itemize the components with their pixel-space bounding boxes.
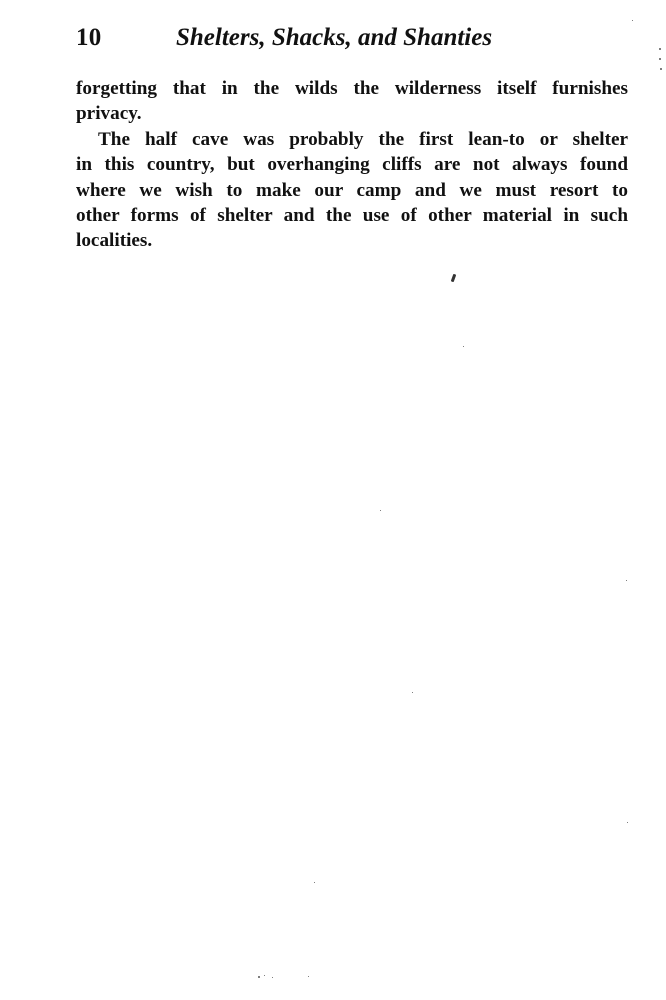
scan-speck [258,976,260,978]
scan-speck [627,822,628,823]
text-line: The half cave was probably the first lean-to or shelter [98,128,628,150]
text-line: other forms of shelter and the use of other material in such [76,205,628,227]
scan-speck [463,346,464,347]
scan-speck [660,68,662,70]
scan-speck [308,976,309,977]
text-line: in this country, but overhanging cliffs are not always found [76,154,628,176]
scan-speck [380,510,381,511]
scan-speck [272,977,273,978]
body-text [76,76,628,254]
text-line: forgetting that in the wilds the wilderness itself furnishes [76,78,628,99]
scan-speck [264,975,265,976]
page-number: 10 [76,24,102,51]
scan-speck [659,48,661,50]
running-head [76,20,636,56]
scan-speck [626,580,627,581]
scan-speck [451,274,457,283]
scan-speck [659,58,661,60]
scan-speck [412,692,413,693]
scan-speck [632,20,633,21]
text-line: privacy. [76,103,142,125]
running-title: Shelters, Shacks, and Shanties [176,24,493,51]
text-line: localities. [76,230,153,252]
scan-speck [314,882,315,883]
text-line: where we wish to make our camp and we must resort to [76,179,628,201]
